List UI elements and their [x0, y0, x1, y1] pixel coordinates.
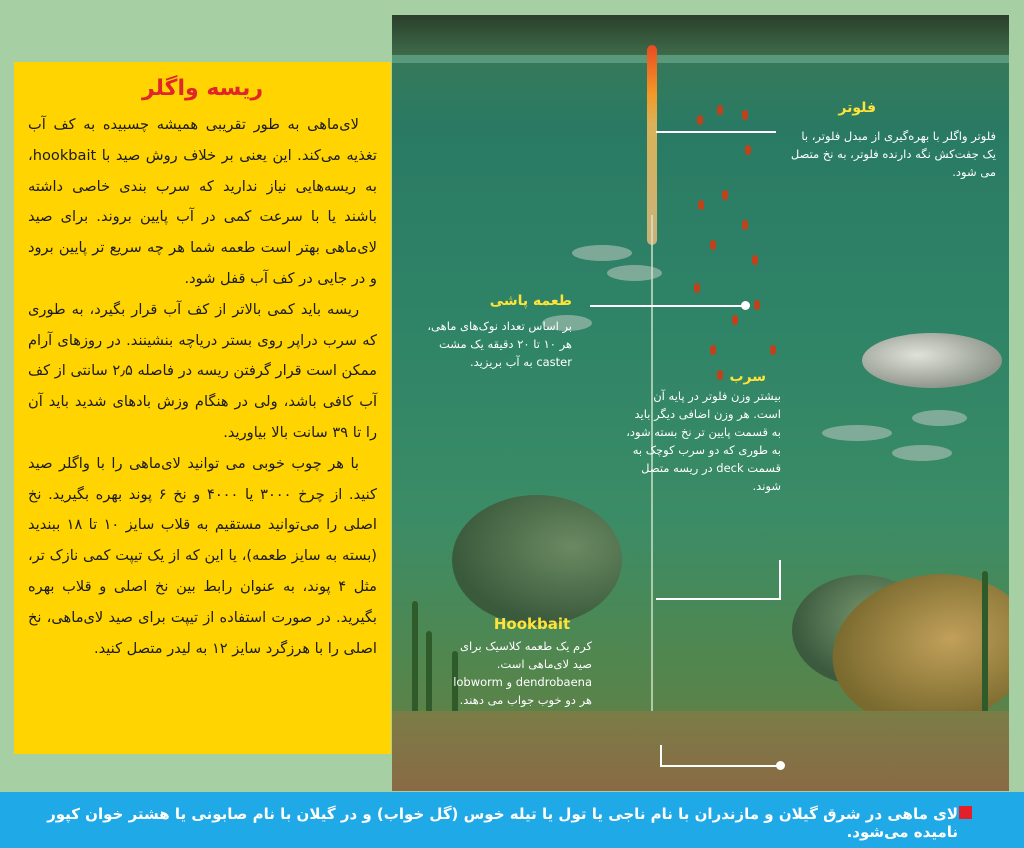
- underwater-illustration: [392, 15, 1009, 791]
- weights-callout-line: [656, 598, 781, 600]
- bait-pellet: [694, 283, 700, 293]
- groundbait-callout-line: [590, 305, 745, 307]
- weights-callout-line: [779, 560, 781, 600]
- lake-bed: [392, 711, 1009, 791]
- bullet-square-icon: [959, 806, 972, 819]
- article-paragraph: ریسه باید کمی بالاتر از کف آب قرار بگیرد، به طوری که سرب دراپر روی بستر دریاچه بنشینند. در روزهای آرام ممکن است قرار گرفتن ریسه در فاصله ۲٫۵ سانتی از کف آب کافی باشد، ولی در هنگام وزش بادهای شدید باید آن را تا ۳۹ سانت بالا بیاورید.: [28, 300, 377, 441]
- float-label-text: فلوتر واگلر با بهره‌گیری از مبدل فلوتر، با یک جفت‌کش نگه دارنده فلوتر، به نخ متصل می شود.: [790, 129, 996, 179]
- bait-pellet: [717, 370, 723, 380]
- bait-pellet: [732, 315, 738, 325]
- bait-pellet: [710, 345, 716, 355]
- fish-small: [912, 410, 967, 426]
- weights-label-title: سرب: [729, 369, 766, 385]
- groundbait-callout-dot: [741, 301, 750, 310]
- water-weed: [426, 631, 432, 721]
- bait-pellet: [770, 345, 776, 355]
- bait-pellet: [710, 240, 716, 250]
- water-surface: [392, 55, 1009, 63]
- tench-fish: [452, 495, 622, 625]
- hookbait-label-text: کرم یک طعمه کلاسیک برای صید لای‌ماهی است. dendrobaena و lobworm هر دو خوب جواب می دهند.: [453, 639, 592, 707]
- float-label-title: فلوتر: [838, 100, 876, 116]
- fish-small: [892, 445, 952, 461]
- groundbait-label-text: بر اساس تعداد نوک‌های ماهی، هر ۱۰ تا ۲۰ دقیقه یک مشت caster به آب بریزید.: [427, 319, 572, 369]
- float-callout-line: [656, 131, 776, 133]
- bait-pellet: [717, 105, 723, 115]
- bait-pellet: [742, 110, 748, 120]
- article-paragraph: لای‌ماهی به طور تقریبی همیشه چسبیده به کف آب تغذیه می‌کند. این یعنی بر خلاف روش صید با hookbait، به ریسه‌هایی نیاز ندارید که سرب بندی خاصی داشته باشند یا با سرعت کمی در آب پایین بروند. برای صید لای‌ماهی بهتر است طعمه شما هر چه سریع تر پایین برود و در جایی در کف آب قفل شود.: [28, 116, 377, 287]
- water-weed: [982, 571, 988, 721]
- bait-pellet: [698, 200, 704, 210]
- footer-bar: [0, 792, 1024, 848]
- water-weed: [412, 601, 418, 721]
- article-panel: [14, 62, 391, 754]
- bait-pellet: [754, 300, 760, 310]
- groundbait-label-title: طعمه پاشی: [489, 293, 572, 309]
- fish-small: [572, 245, 632, 261]
- article-title: ریسه واگلر: [142, 76, 263, 101]
- bait-pellet: [697, 115, 703, 125]
- footer-note: لای ماهی در شرق گیلان و مازندران با نام ناجی یا تول یا تیله خوس (گل خواب) و در گیلان با نام صابونی یا هشتر خوان کپور نامیده می‌شود.: [47, 805, 958, 841]
- hookbait-callout-line: [660, 745, 662, 767]
- weights-label-text: بیشتر وزن فلوتر در پایه آن است. هر وزن اضافی دیگر باید به قسمت پایین تر نخ بسته شود، به طوری که دو سرب کوچک به قسمت deck در ریسه متصل شوند.: [626, 389, 781, 493]
- fish-small: [822, 425, 892, 441]
- bait-pellet: [752, 255, 758, 265]
- article-paragraph: با هر چوب خوبی می توانید لای‌ماهی را با واگلر صید کنید. از چرخ ۳۰۰۰ یا ۴۰۰۰ و نخ ۶ پوند بهره بگیرید. نخ اصلی را می‌توانید مستقیم به قلاب سایز ۱۰ تا ۱۸ ببندید (بسته به سایز طعمه)، یا این که از یک تیپت کمی نازک تر، مثل ۴ پوند، به عنوان رابط بین نخ اصلی و قلاب بهره بگیرید. در صورت استفاده از تیپت برای صید لای‌ماهی، نخ اصلی را با هرزگرد سایز ۱۲ به لیدر متصل کنید.: [28, 454, 377, 657]
- hookbait-label-title: Hookbait: [493, 615, 571, 633]
- bait-pellet: [745, 145, 751, 155]
- hookbait-callout-dot: [776, 761, 785, 770]
- treeline: [392, 15, 1009, 55]
- roach-fish: [862, 333, 1002, 388]
- fish-small: [607, 265, 662, 281]
- bait-pellet: [742, 220, 748, 230]
- bait-pellet: [722, 190, 728, 200]
- article-body: [28, 110, 377, 664]
- hookbait-callout-line: [662, 765, 784, 767]
